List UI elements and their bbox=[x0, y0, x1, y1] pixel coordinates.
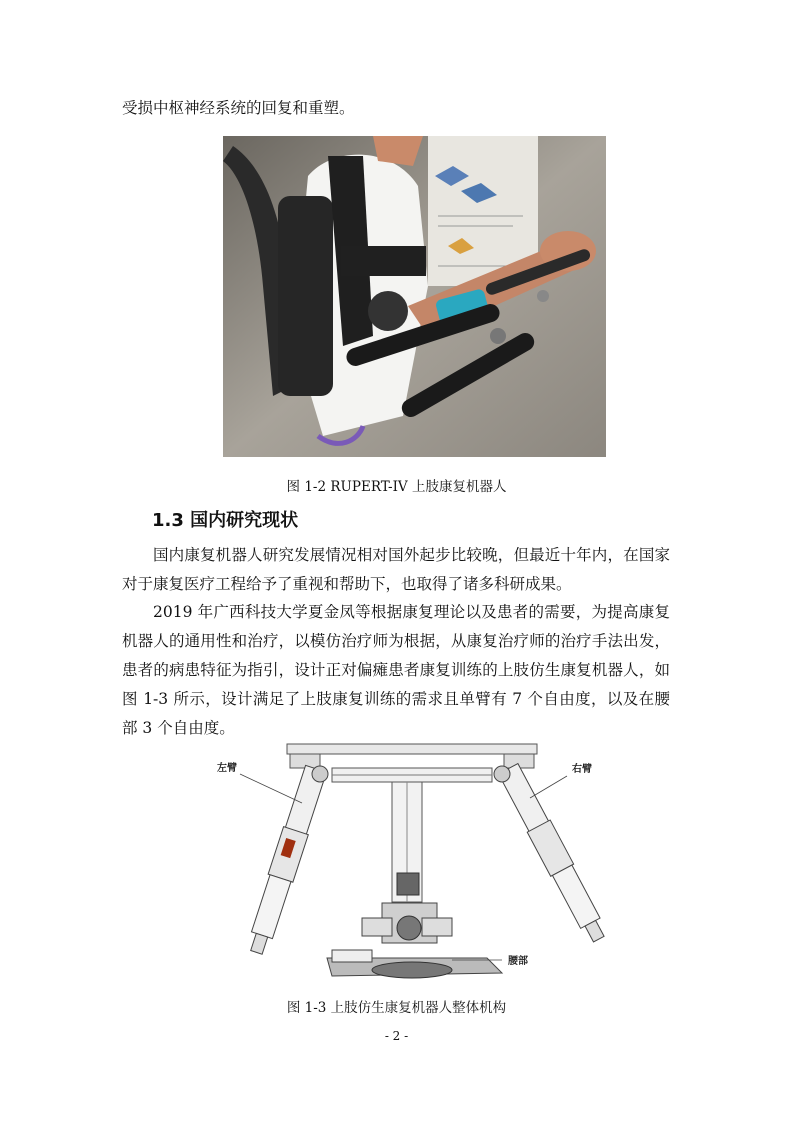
page-number: - 2 - bbox=[384, 1029, 409, 1043]
figure-caption: 图 1-2 RUPERT-IV 上肢康复机器人 bbox=[286, 479, 507, 495]
right-arm-label: 右臂 bbox=[572, 764, 592, 775]
paragraph: 2019 年广西科技大学夏金凤等根据康复理论以及患者的需要，为提高康复机器人的通用性和治疗，以模仿治疗师为根据，从康复治疗师的治疗手法出发，患者的病患特征为指引，设计正对偏瘫患者康复训练的上肢仿生康复机器人，如图 1-3 所示，设计满足了上肢康复训练的需求且单臂有 7 个自由度，以及在腰部 3 个自由度。 bbox=[122, 603, 670, 737]
waist-label: 腰部 bbox=[508, 956, 528, 967]
bionic-robot-diagram bbox=[212, 738, 612, 990]
rupert-iv-photo bbox=[223, 136, 606, 457]
left-arm-label: 左臂 bbox=[217, 763, 237, 774]
paragraph: 国内康复机器人研究发展情况相对国外起步比较晚，但最近十年内，在国家对于康复医疗工程给予了重视和帮助下，也取得了诸多科研成果。 bbox=[122, 546, 670, 593]
section-heading: 1.3 国内研究现状 bbox=[152, 510, 299, 531]
figure-caption: 图 1-3 上肢仿生康复机器人整体机构 bbox=[286, 1000, 507, 1016]
paragraph-continued: 受损中枢神经系统的回复和重塑。 bbox=[122, 99, 355, 117]
